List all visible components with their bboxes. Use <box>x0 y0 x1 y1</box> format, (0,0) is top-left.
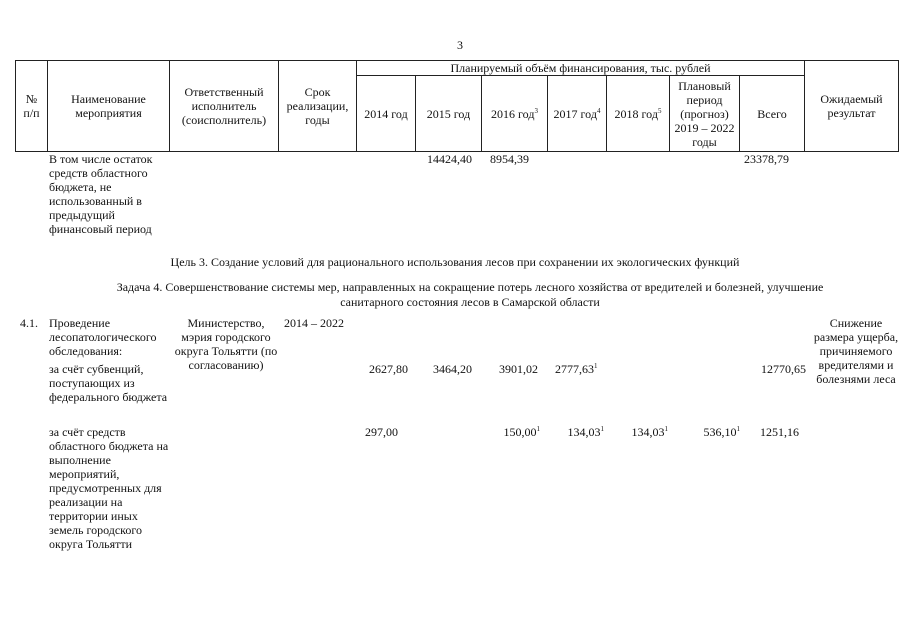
sub1-2016: 3901,02 <box>499 362 538 376</box>
remainder-2016: 8954,39 <box>490 152 529 166</box>
header-result: Ожидаемый результат <box>805 61 899 152</box>
remainder-total: 23378,79 <box>744 152 789 166</box>
sub2-2016: 150,00$^1$ <box>503 425 540 439</box>
sub2-plan: 536,10$^1$ <box>703 425 740 439</box>
sub2-2014: 297,00 <box>365 425 398 439</box>
header-financing: Планируемый объём финансирования, тыс. рублей <box>357 61 805 76</box>
row-4-1-result: Снижение размера ущерба, причиняемого вредителями и болезнями леса <box>813 316 899 386</box>
header-num: № п/п <box>16 61 48 152</box>
header-total: Всего <box>740 76 805 152</box>
sub2-2018: 134,03$^1$ <box>631 425 668 439</box>
header-name: Наименование мероприятия <box>48 61 170 152</box>
header-plan: Плановый период (прогноз) 2019 – 2022 годы <box>670 76 740 152</box>
remainder-name: В том числе остаток средств областного бюджета, не использованный в предыдущий финансовый период <box>49 152 153 236</box>
header-2018: 2018 год$^5$ <box>607 76 670 152</box>
task-heading: Задача 4. Совершенствование системы мер, направленных на сокращение потерь лесного хозяйства от вредителей и болезней, улучшение санитарного состояния лесов в Самарской области <box>116 280 824 309</box>
page-number: 3 <box>457 38 463 52</box>
sub2-2017: 134,03$^1$ <box>567 425 604 439</box>
sub1-2017: 2777,63$^1$ <box>555 362 598 376</box>
sub1-2015: 3464,20 <box>433 362 472 376</box>
header-executor: Ответственный исполнитель (соисполнитель) <box>170 61 279 152</box>
header-term: Срок реализации, годы <box>279 61 357 152</box>
sub1-total: 12770,65 <box>761 362 806 376</box>
row-4-1-num: 4.1. <box>20 316 38 330</box>
goal-heading: Цель 3. Создание условий для рационального использования лесов при сохранении их экологических функций <box>170 255 740 269</box>
header-2017: 2017 год$^4$ <box>548 76 607 152</box>
sub2-total: 1251,16 <box>760 425 799 439</box>
row-4-1-term: 2014 – 2022 <box>284 316 344 330</box>
remainder-2015: 14424,40 <box>427 152 472 166</box>
financing-table-header <box>15 60 899 152</box>
row-4-1-name: Проведение лесопатологического обследования: <box>49 316 157 358</box>
sub1-name: за счёт субвенций, поступающих из федерального бюджета <box>49 362 168 404</box>
header-2014: 2014 год <box>357 76 416 152</box>
sub1-2014: 2627,80 <box>369 362 408 376</box>
header-2016: 2016 год$^3$ <box>482 76 548 152</box>
row-4-1-executor: Министерство, мэрия городского округа Тольятти (по согласованию) <box>174 316 278 372</box>
header-2015: 2015 год <box>416 76 482 152</box>
sub2-name: за счёт средств областного бюджета на выполнение мероприятий, предусмотренных для реализации на территории иных земель городского округа Тольятти <box>49 425 169 551</box>
